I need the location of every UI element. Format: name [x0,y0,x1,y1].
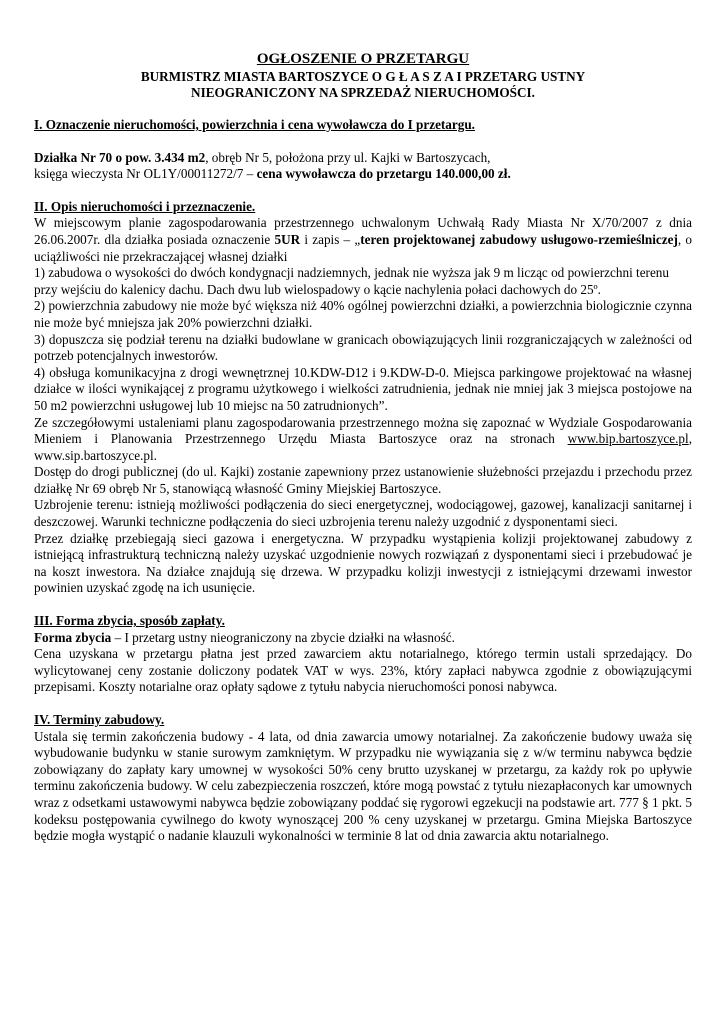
zoning-plan-intro: W miejscowym planie zagospodarowania przestrzennego uchwalonym Uchwałą Rady Miasta Nr X/70/2007 z dnia 26.06.2007r. dla działka posiada oznaczenie [34,215,692,247]
zoning-purpose: teren projektowanej zabudowy usługowo-rzemieślniczej [360,231,678,247]
document-subtitle [34,69,692,101]
plot-number: Działka Nr 70 o pow. 3.434 m2 [34,149,206,165]
plan-details-paragraph [34,415,692,465]
starting-price: cena wywoławcza do przetargu 140.000,00 zł. [256,166,511,182]
sale-form-text: – I przetarg ustny nieograniczony na zbycie działki na własność. [111,629,455,645]
plan-details-text: Ze szczegółowymi ustaleniami planu zagospodarowania przestrzennego można się zapoznać w Wydziale Gospodarowania Mieniem i Planowania Przestrzennego Urzędu Miasta Bartoszyce oraz na stronach [34,414,692,447]
bip-link[interactable]: www.bip.bartoszyce.pl [567,431,689,447]
zoning-item-3: 3) dopuszcza się podział terenu na działki budowlane w granicach obowiązujących linii rozgraniczających w zależności od potrzeb potencjalnych inwestorów. [34,331,692,364]
networks-paragraph: Przez działkę przebiegają sieci gazowa i energetyczna. W przypadku wystąpienia kolizji projektowanej zabudowy z istniejącą infrastrukturą techniczną należy uzyskać uzgodnienie nowych rozwiązań z dysponentami sieci i przebudować je na koszt inwestora. Na działce znajdują się drzewa. W przypadku kolizji inwestycji z istniejącymi drzewami inwestor powinien uzyskać zgodę na ich usunięcie. [34,530,692,596]
zoning-nuisance-note: , o uciążliwości nie przekraczającej własnej działki [34,231,693,264]
sale-form-label: Forma zbycia [34,629,112,645]
sip-link: , www.sip.bartoszyce.pl. [34,431,692,463]
payment-paragraph: Cena uzyskana w przetargu płatna jest przed zawarciem aktu notarialnego, którego termin ustali sprzedający. Do wylicytowanej ceny zostanie doliczony podatek VAT w wys. 23%, który zapłaci nabywca zgodnie z obowiązującymi przepisami. Koszty notarialne oraz opłaty sądowe z tytułu nabycia nieruchomości ponosi nabywca. [34,646,692,695]
zoning-item-4: 4) obsługa komunikacyjna z drogi wewnętrznej 10.KDW-D12 i 9.KDW-D-0. Miejsca parkingowe projektować na własnej działce w ilości wynikającej z programu użytkowego i wielkości zatrudnienia, jednak nie mniej jak 3 miejsca postojowe na 50 m2 powierzchni usługowej lub 10 miejsc na 50 zatrudnionych”. [34,364,692,413]
sale-form-paragraph [34,630,692,647]
zoning-item-2: 2) powierzchnia zabudowy nie może być większa niż 40% ogólnej powierzchni działki, a powierzchnia biologicznie czynna nie może być mniejsza jak 20% powierzchni działki. [34,298,692,330]
zoning-item-1: 1) zabudowa o wysokości do dwóch kondygnacji nadziemnych, jednak nie wyższa jak 9 m licząc od powierzchni terenu przy wejściu do kalenicy dachu. Dach dwu lub wielospadowy o kącie nachylenia połaci dachowych do 25º. [34,265,669,297]
document-title: OGŁOSZENIE O PRZETARGU [256,51,470,67]
land-register-number: księga wieczysta Nr OL1Y/00011272/7 – [34,166,257,182]
section-2-heading: II. Opis nieruchomości i przeznaczenie. [34,198,256,214]
subtitle-line-2: NIEOGRANICZONY NA SPRZEDAŻ NIERUCHOMOŚCI. [191,85,535,100]
subtitle-line-1: BURMISTRZ MIASTA BARTOSZYCE O G Ł A S Z A I PRZETARG USTNY [140,69,586,84]
plot-location: , obręb Nr 5, położona przy ul. Kajki w Bartoszycach, [205,149,491,165]
zoning-symbol: 5UR [274,231,301,247]
section-1-heading: I. Oznaczenie nieruchomości, powierzchnia i cena wywoławcza do I przetargu. [34,117,475,132]
construction-deadline-paragraph: Ustala się termin zakończenia budowy - 4 lata, od dnia zawarcia umowy notarialnej. Za zakończenie budowy uważa się wybudowanie budynku w stanie surowym zamkniętym. W przypadku nie wywiązania się z w/w terminu nabywca będzie zobowiązany do zapłaty kary umownej w wysokości 50% ceny brutto uzyskanej w przetargu, za każdy rok po upływie terminu zakończenia budowy. W celu zabezpieczenia roszczeń, które mogą powstać z tytułu niezapłaconych kar umownych wraz z odsetkami ustawowymi nabywca będzie zobowiązany poddać się rygorowi egzekucji na podstawie art. 777 § 1 pkt. 5 kodeksu postępowania cywilnego do kwoty wynoszącej 200 % ceny uzyskanej w przetargu. Gmina Miejska Bartoszyce będzie mogła wystąpić o nadanie klauzuli wykonalności w terminie 8 lat od dnia zawarcia aktu notarialnego. [34,728,692,844]
utilities-paragraph: Uzbrojenie terenu: istnieją możliwości podłączenia do sieci energetycznej, wodociągowej, gazowej, kanalizacji sanitarnej i deszczowej. Warunki techniczne podłączenia do sieci uzbrojenia terenu należy uzgodnić z dysponentami sieci. [34,497,692,530]
section-4-heading: IV. Terminy zabudowy. [34,712,165,727]
section-3-heading: III. Forma zbycia, sposób zapłaty. [34,613,225,629]
zoning-plan-text [34,215,692,265]
zoning-record-prefix: i zapis – „ [300,231,361,247]
road-access-paragraph: Dostęp do drogi publicznej (do ul. Kajki) zostanie zapewniony przez ustanowienie służebności przejazdu i przechodu przez działkę Nr 69 obręb Nr 5, stanowiącą własność Gminy Miejskiej Bartoszyce. [34,464,692,496]
announcement-document [34,50,692,845]
plot-description [34,150,692,183]
